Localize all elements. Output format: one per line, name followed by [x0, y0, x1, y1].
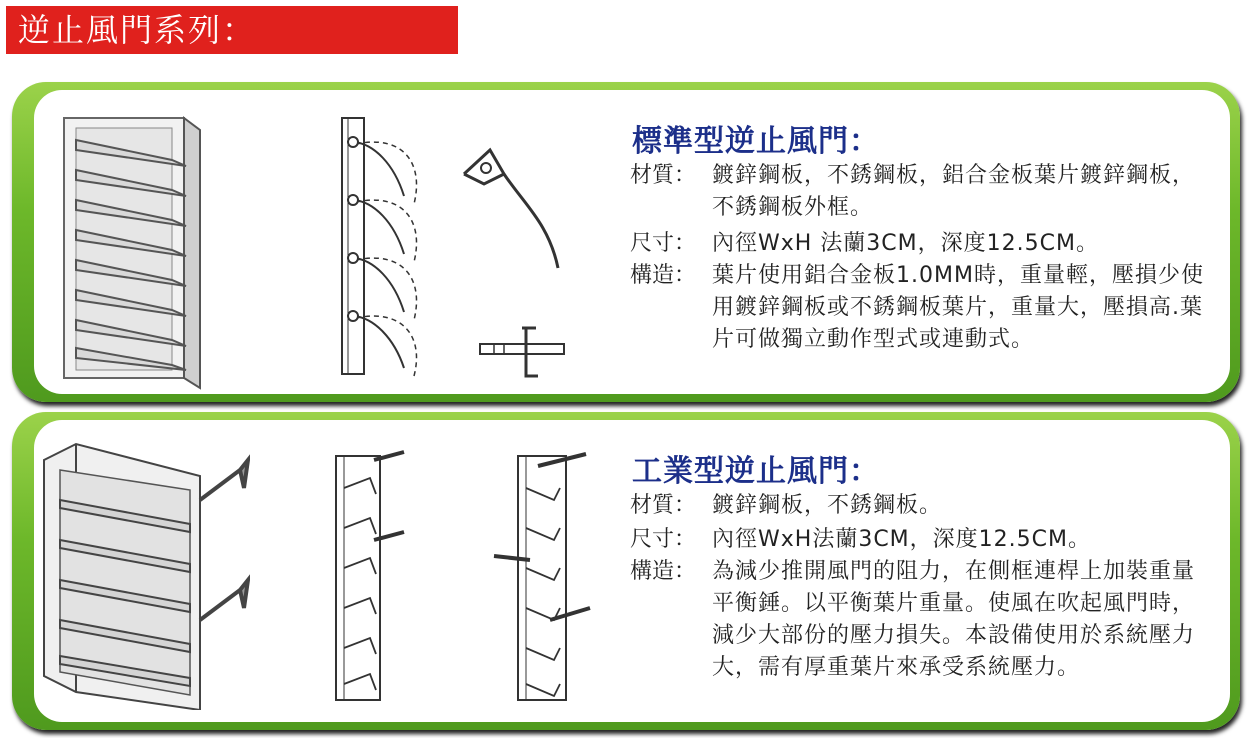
industrial-material-row [630, 490, 1208, 522]
standard-damper-card [34, 90, 1230, 394]
standard-size-row [630, 228, 1208, 260]
industrial-size-row [630, 524, 1208, 556]
size-label: 尺寸： [630, 527, 697, 552]
industrial-isometric-drawing [40, 440, 250, 710]
industrial-construction-row [630, 556, 1208, 684]
pivot-pin-detail-drawing [474, 322, 574, 382]
standard-section-drawing [334, 114, 444, 384]
material-label: 材質： [630, 163, 697, 188]
blade-clip-detail-drawing [454, 144, 574, 274]
construction-value: 葉片使用鋁合金板1.0MM時，重量輕，壓損少使用鍍鋅鋼板或不銹鋼板葉片，重量大，壓損高.葉片可做獨立動作型式或連動式。 [712, 263, 1204, 352]
size-value: 內徑WxH法蘭3CM，深度12.5CM。 [712, 527, 1091, 552]
standard-damper-title: 標準型逆止風門： [632, 124, 880, 159]
size-label: 尺寸： [630, 231, 697, 256]
standard-damper-panel [12, 82, 1240, 402]
industrial-damper-title: 工業型逆止風門： [632, 454, 880, 489]
material-value: 鍍鋅鋼板，不銹鋼板，鋁合金板葉片鍍鋅鋼板，不銹鋼板外框。 [712, 163, 1196, 220]
industrial-section-a-drawing [330, 448, 420, 708]
industrial-damper-card [34, 420, 1230, 722]
series-title-banner: 逆止風門系列： [6, 6, 458, 54]
construction-label: 構造： [630, 559, 697, 584]
construction-value: 為減少推開風門的阻力，在側框連桿上加裝重量平衡錘。以平衡葉片重量。使風在吹起風門時，減少大部份的壓力損失。本設備使用於系統壓力大，需有厚重葉片來承受系統壓力。 [712, 559, 1196, 680]
standard-construction-row [630, 260, 1208, 356]
material-label: 材質： [630, 493, 697, 518]
size-value: 內徑WxH 法蘭3CM，深度12.5CM。 [712, 231, 1099, 256]
industrial-damper-panel [12, 412, 1240, 730]
industrial-section-b-drawing [490, 448, 600, 708]
standard-material-row [630, 160, 1208, 224]
material-value: 鍍鋅鋼板，不銹鋼板。 [712, 493, 943, 518]
standard-louver-perspective-drawing [58, 110, 208, 390]
construction-label: 構造： [630, 263, 697, 288]
